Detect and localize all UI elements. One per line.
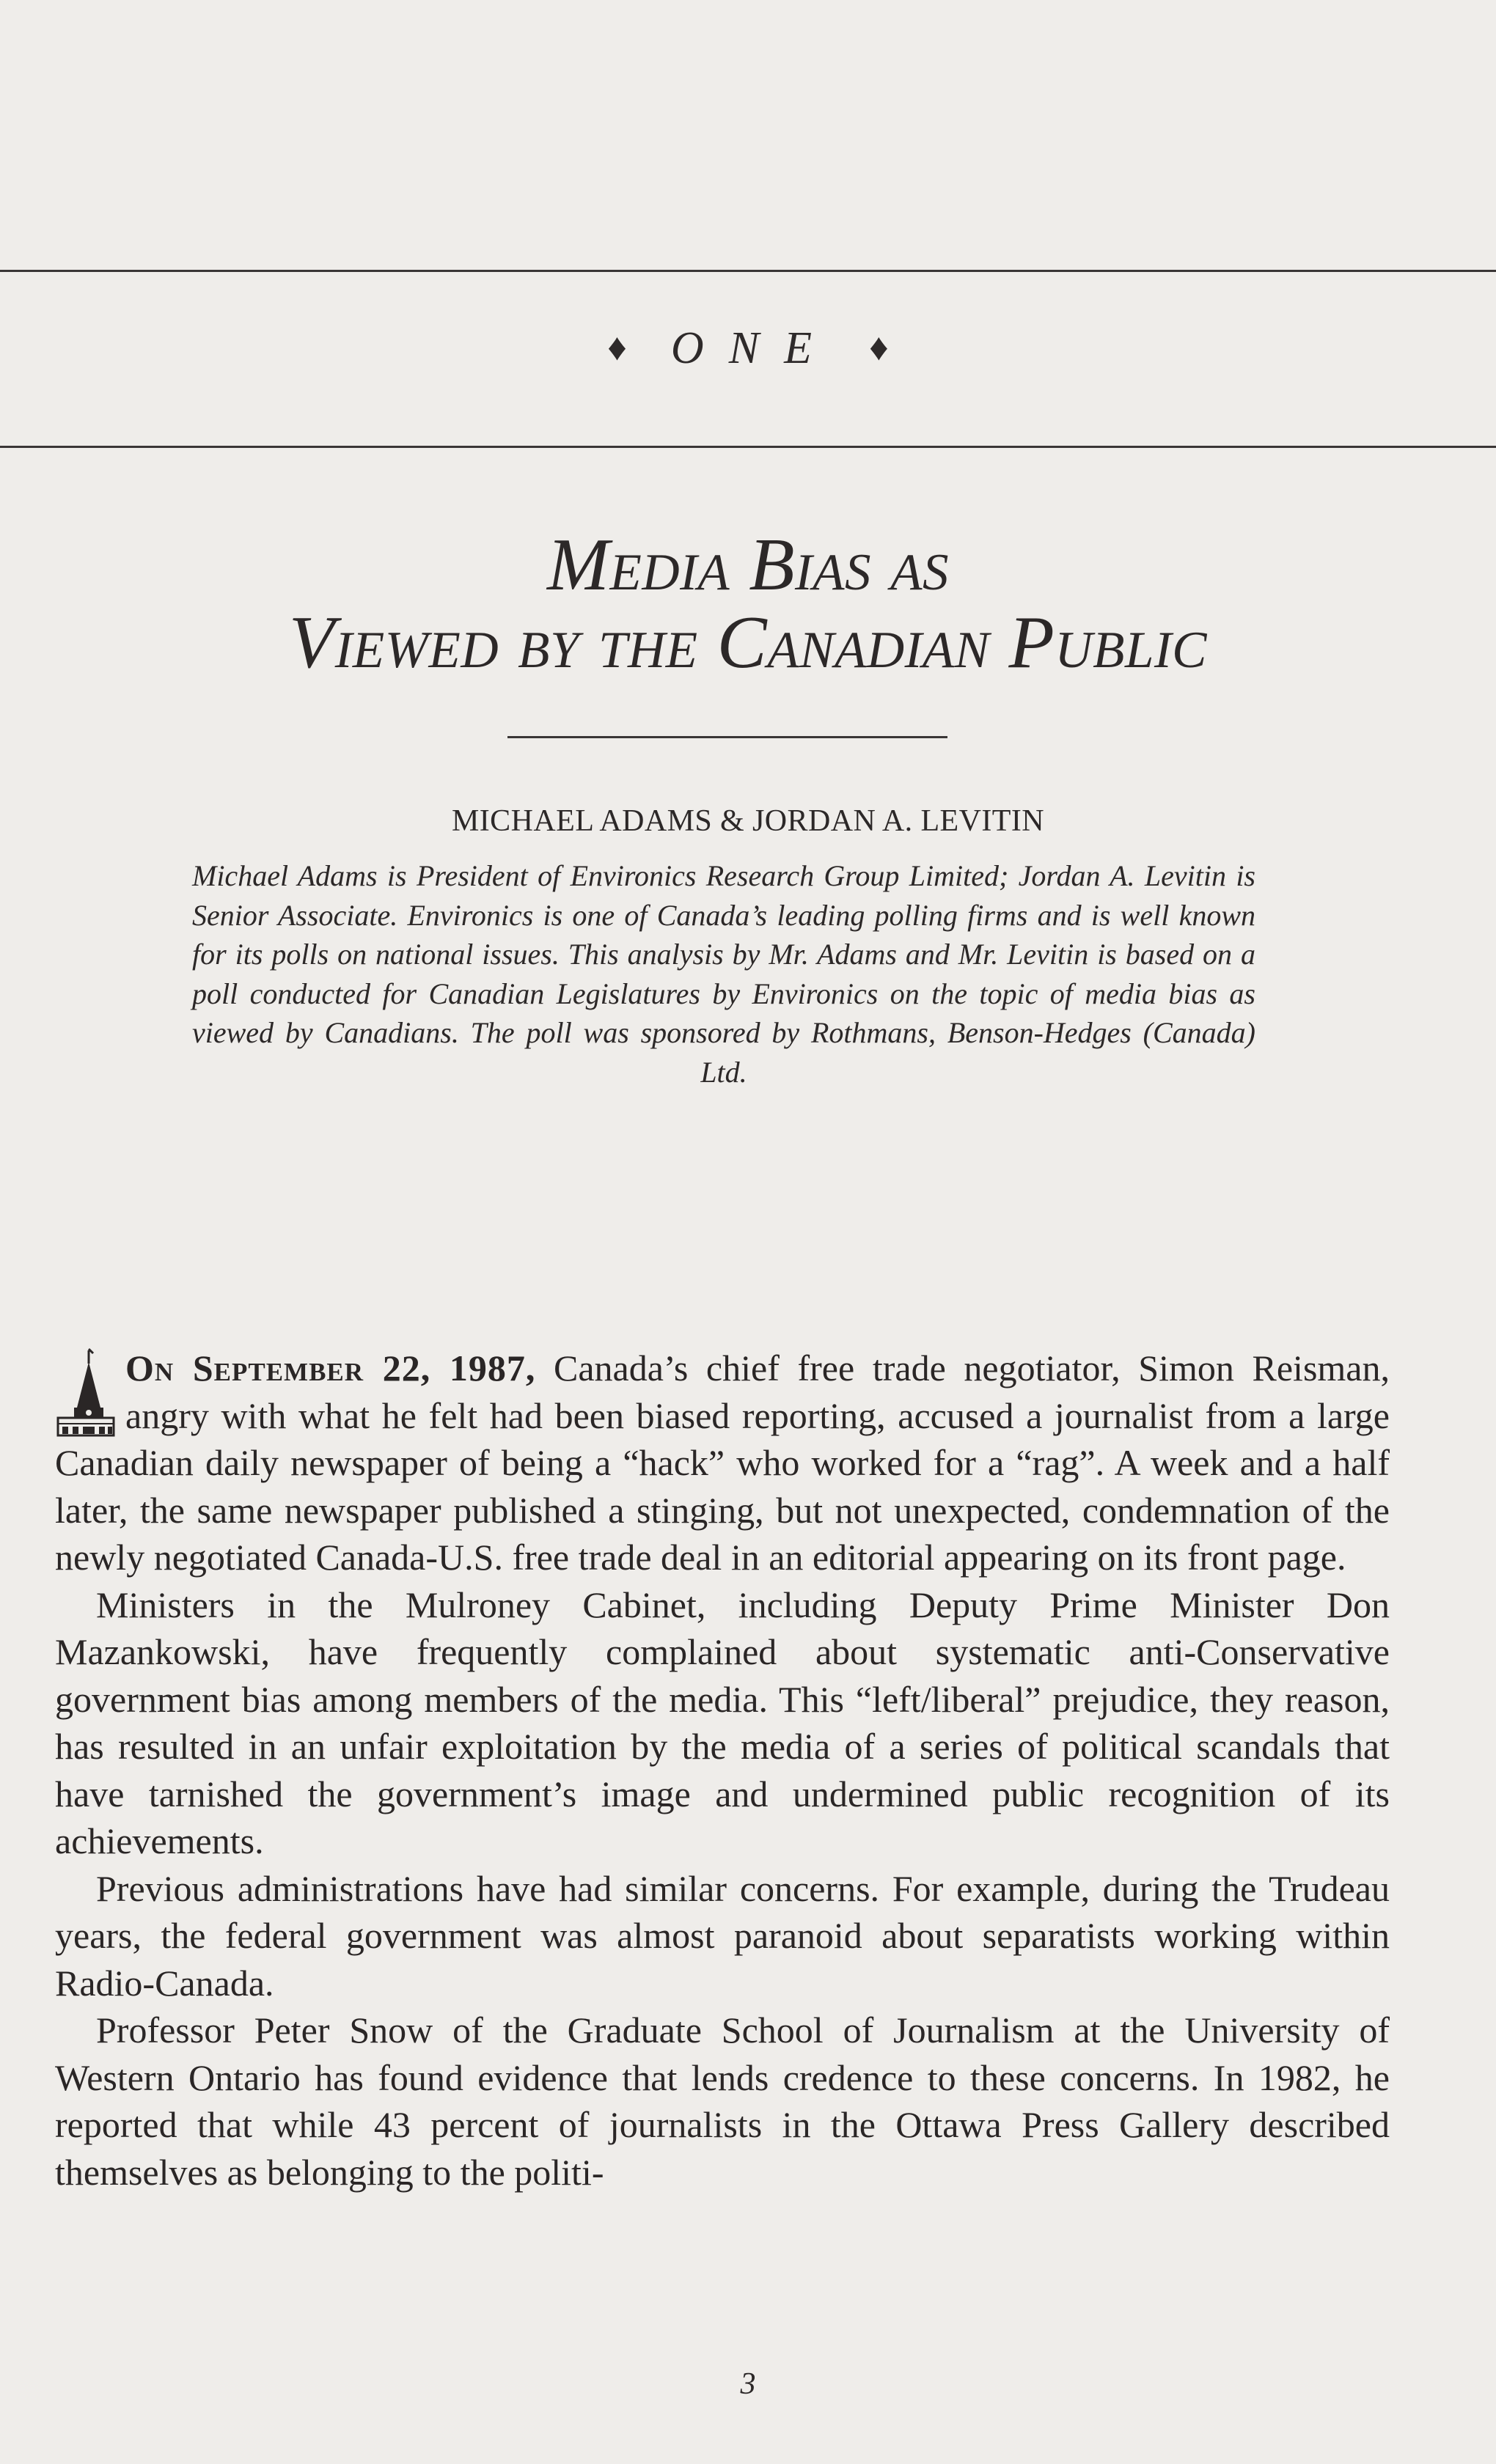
paragraph-2: Ministers in the Mulroney Cabinet, including Deputy Prime Minister Don Mazankowski, have frequently complained about systematic anti-Conservative government bias among members of the media. This “left/liberal” prejudice, they reason, has resulted in an unfair exploitation by the media of a series of political scandals that have tarnished the government’s image and undermined public recognition of its achievements. [55,1584,1390,1861]
top-rule [0,270,1496,272]
chapter-number: ONE [670,323,837,373]
body-text [55,1345,1390,2196]
authors: MICHAEL ADAMS & JORDAN A. LEVITIN [452,804,1044,838]
paragraph-3: Previous administrations have had similar concerns. For example, during the Trudeau years, the federal government was almost paranoid about separatists working within Radio-Canada. [55,1867,1390,2004]
paragraph-1 [55,1345,1390,1581]
title-line-1: Media Bias as [547,523,949,606]
paragraph-1-text: Canada’s chief free trade negotiator, Simon Reisman, angry with what he felt had been biased reporting, accused a journalist from a large Canadian daily newspaper of being a “hack” who worked for a “rag”. A week and a half later, the same newspaper published a stinging, but not unexpected, condemnation of the newly negotiated Canada-U.S. free trade deal in an editorial appearing on its front page. [55,1347,1390,1578]
parliament-tower-icon [55,1347,115,1438]
article-title [0,523,1496,684]
diamond-left-icon: ♦ [607,327,627,369]
title-divider [507,736,947,738]
bottom-rule [0,446,1496,448]
paragraph-4: Professor Peter Snow of the Graduate School of Journalism at the University of Western Ontario has found evidence that lends credence to these concerns. In 1982, he reported that while 43 percent of journalists in the Ottawa Press Gallery described themselves as belonging to the politi- [55,2009,1390,2193]
chapter-label [0,323,1496,375]
title-line-2: Viewed by the Canadian Public [288,601,1208,684]
lead-in: On September 22, 1987, [125,1347,536,1389]
diamond-right-icon: ♦ [869,327,889,369]
page-number: 3 [740,2367,756,2401]
author-bio: Michael Adams is President of Environics Research Group Limited; Jordan A. Levitin is Senior Associate. Environics is one of Canada’s leading polling firms and is well known for its polls on national issues. This analysis by Mr. Adams and Mr. Levitin is based on a poll conducted for Canadian Legislatures by Environics on the topic of media bias as viewed by Canadians. The poll was sponsored by Rothmans, Benson-Hedges (Canada) Ltd. [192,859,1255,1089]
